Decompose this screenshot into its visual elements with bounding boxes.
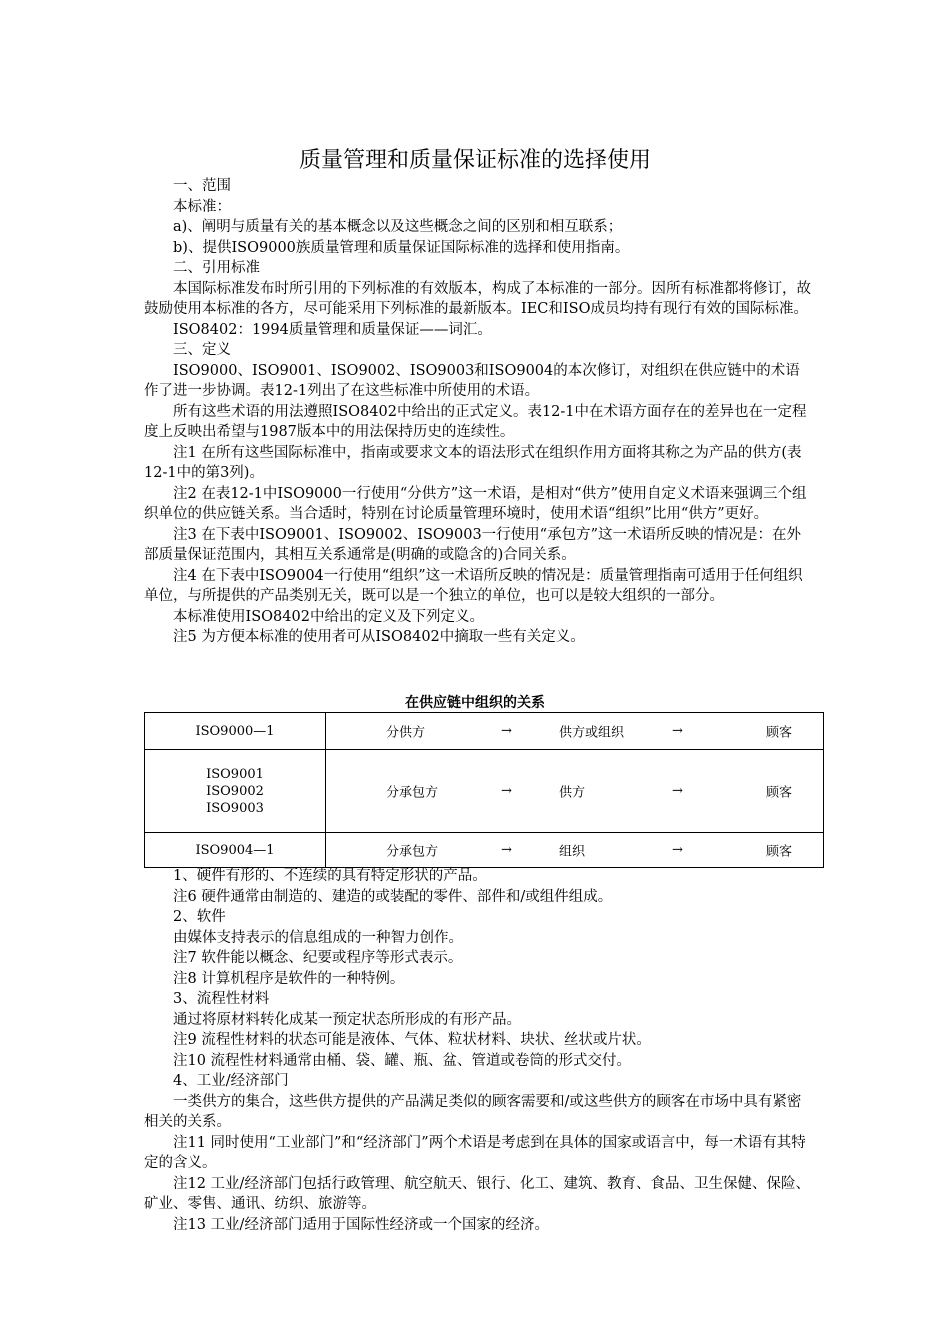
flow-term: 供方 — [559, 785, 586, 801]
table-row — [145, 833, 824, 868]
flow-term: 供方或组织 — [559, 725, 625, 741]
arrow-icon: → — [672, 842, 683, 858]
upper-text-block — [144, 176, 812, 648]
paragraph: 所有这些术语的用法遵照ISO8402中给出的正式定义。表12-1中在术语方面存在的差异也在一定程度上反映出希望与1987版本中的用法保持历史的连续性。 — [144, 403, 807, 440]
note: 注5 为方便本标准的使用者可从ISO8402中摘取一些有关定义。 — [173, 629, 585, 645]
standard-cell — [145, 750, 326, 833]
note: 注12 工业/经济部门包括行政管理、航空航天、银行、化工、建筑、教育、食品、卫生保健、保险、矿业、零售、通讯、纺织、旅游等。 — [144, 1175, 810, 1212]
paragraph: ISO9000、ISO9001、ISO9002、ISO9003和ISO9004的本次修订，对组织在供应链中的术语作了进一步协调。表12-1列出了在这些标准中所使用的术语。 — [144, 362, 800, 399]
list-item: b)、提供ISO9000族质量管理和质量保证国际标准的选择和使用指南。 — [173, 239, 630, 256]
section-heading: 一、范围 — [173, 178, 231, 194]
standard-cell: ISO9000—1 — [145, 713, 326, 750]
standard-cell: ISO9004—1 — [145, 833, 326, 868]
note: 注7 软件能以概念、纪要或程序等形式表示。 — [173, 950, 463, 966]
flow-cell — [326, 833, 824, 868]
lower-text-block — [144, 866, 812, 1235]
note: 注13 工业/经济部门适用于国际性经济或一个国家的经济。 — [173, 1216, 549, 1233]
paragraph: 通过将原材料转化成某一预定状态所形成的有形产品。 — [173, 1011, 521, 1028]
arrow-icon: → — [672, 723, 683, 739]
supply-chain-table — [144, 712, 824, 868]
arrow-icon: → — [672, 783, 683, 799]
document-title: 质量管理和质量保证标准的选择使用 — [298, 148, 651, 173]
section-heading: 二、引用标准 — [173, 260, 260, 276]
definition-heading: 1、硬件有形的、不连续的具有特定形状的产品。 — [173, 868, 487, 884]
note: 注9 流程性材料的状态可能是液体、气体、粒状材料、块状、丝状或片状。 — [173, 1032, 651, 1048]
note: 注1 在所有这些国际标准中，指南或要求文本的语法形式在组织作用方面将其称之为产品的供方(表12-1中的第3列)。 — [144, 444, 802, 481]
definition-heading: 4、工业/经济部门 — [173, 1073, 289, 1089]
note: 注6 硬件通常由制造的、建造的或装配的零件、部件和/或组件组成。 — [173, 888, 613, 905]
section-heading: 三、定义 — [173, 342, 231, 358]
note: 注11 同时使用“工业部门”和“经济部门”两个术语是考虑到在具体的国家或语言中，每一术语有其特定的含义。 — [144, 1134, 806, 1171]
table-row — [145, 750, 824, 833]
flow-cell — [326, 713, 824, 750]
flow-term: 组织 — [559, 844, 586, 860]
standard-list: ISO9001 ISO9002 ISO9003 — [206, 766, 264, 816]
flow-term: 分承包方 — [386, 785, 439, 801]
flow-term: 顾客 — [766, 725, 793, 741]
table-caption: 在供应链中组织的关系 — [405, 695, 545, 711]
note: 注4 在下表中ISO9004一行使用“组织”这一术语所反映的情况是：质量管理指南可适用于任何组织单位，与所提供的产品类别无关，既可以是一个独立的单位，也可以是较大组织的一部分。 — [144, 567, 803, 604]
note: 注2 在表12-1中ISO9000一行使用“分供方”这一术语，是相对“供方”使用自定义术语来强调三个组织单位的供应链关系。当合适时，特别在讨论质量管理环境时，使用术语“组织”比用“供方”更好。 — [144, 485, 807, 522]
flow-term: 分供方 — [386, 725, 426, 741]
arrow-icon: → — [501, 842, 512, 858]
paragraph: 本国际标准发布时所引用的下列标准的有效版本，构成了本标准的一部分。因所有标准都将修订，故鼓励使用本标准的各方，尽可能采用下列标准的最新版本。IEC和ISO成员均持有现行有效的国际标准。 — [144, 280, 811, 317]
paragraph: 本标准： — [173, 198, 231, 215]
paragraph: ISO8402：1994质量管理和质量保证——词汇。 — [173, 321, 492, 338]
arrow-icon: → — [501, 723, 512, 739]
note: 注10 流程性材料通常由桶、袋、罐、瓶、盆、管道或卷筒的形式交付。 — [173, 1052, 632, 1069]
list-item: a)、阐明与质量有关的基本概念以及这些概念之间的区别和相互联系； — [173, 219, 623, 235]
arrow-icon: → — [501, 783, 512, 799]
flow-cell — [326, 750, 824, 833]
paragraph: 一类供方的集合，这些供方提供的产品满足类似的顾客需要和/或这些供方的顾客在市场中具有紧密相关的关系。 — [144, 1093, 802, 1130]
note: 注8 计算机程序是软件的一种特例。 — [173, 970, 405, 987]
table-row — [145, 713, 824, 750]
paragraph: 由媒体支持表示的信息组成的一种智力创作。 — [173, 929, 463, 946]
definition-heading: 2、软件 — [173, 909, 226, 925]
flow-term: 顾客 — [766, 785, 793, 801]
definition-heading: 3、流程性材料 — [173, 991, 270, 1007]
paragraph: 本标准使用ISO8402中给出的定义及下列定义。 — [173, 608, 484, 625]
flow-term: 分承包方 — [386, 844, 439, 860]
flow-term: 顾客 — [766, 844, 793, 860]
note: 注3 在下表中ISO9001、ISO9002、ISO9003一行使用“承包方”这一术语所反映的情况是：在外部质量保证范围内，其相互关系通常是(明确的或隐含的)合同关系。 — [144, 526, 802, 563]
